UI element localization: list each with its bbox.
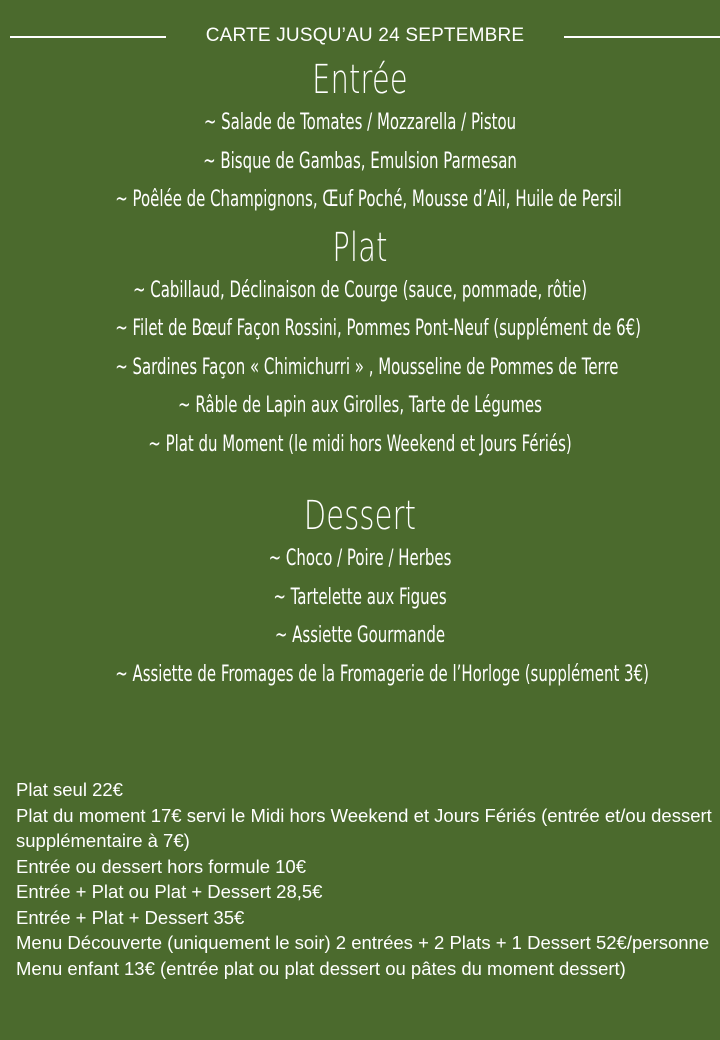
dish-entree-3: ~ Poêlée de Champignons, Œuf Poché, Mousse d’Ail, Huile de Persil <box>115 187 622 212</box>
pricing-line: Entrée + Plat + Dessert 35€ <box>16 906 245 928</box>
pricing-list <box>16 777 712 981</box>
pricing-line: Menu Découverte (uniquement le soir) 2 entrées + 2 Plats + 1 Dessert 52€/personne <box>16 932 710 953</box>
section-plat <box>0 224 720 465</box>
dish-plat-2: ~ Filet de Bœuf Façon Rossini, Pommes Pont-Neuf (supplément de 6€) <box>115 316 641 341</box>
pricing-line: Plat du moment 17€ servi le Midi hors Weekend et Jours Fériés (entrée et/ou dessert supplémentaire à 7€) <box>16 804 712 851</box>
pricing-line: Entrée + Plat ou Plat + Dessert 28,5€ <box>16 881 323 902</box>
dish-entree-2: ~ Bisque de Gambas, Emulsion Parmesan <box>203 148 517 174</box>
dish-entree-1: ~ Salade de Tomates / Mozzarella / Pistou <box>203 110 517 135</box>
section-dessert <box>0 492 720 694</box>
menu-sections <box>0 56 720 694</box>
section-entree <box>0 56 720 220</box>
dish-dessert-2: ~ Tartelette aux Figues <box>273 584 447 610</box>
dish-dessert-4: ~ Assiette de Fromages de la Fromagerie de l’Horloge (supplément 3€) <box>115 661 649 687</box>
dish-plat-5: ~ Plat du Moment (le midi hors Weekend et Jours Fériés) <box>148 431 572 457</box>
dish-plat-3: ~ Sardines Façon « Chimichurri » , Mousseline de Pommes de Terre <box>115 354 619 380</box>
header-rule-left <box>10 36 166 38</box>
section-title-dessert: Dessert <box>303 493 417 539</box>
section-title-plat: Plat <box>332 224 388 271</box>
pricing-line: Plat seul 22€ <box>16 779 123 800</box>
dish-plat-4: ~ Râble de Lapin aux Girolles, Tarte de Légumes <box>178 393 542 418</box>
dish-dessert-3: ~ Assiette Gourmande <box>274 623 446 648</box>
pricing-line: Entrée ou dessert hors formule 10€ <box>16 855 306 877</box>
dish-plat-1: ~ Cabillaud, Déclinaison de Courge (sauce, pommade, rôtie) <box>132 277 588 303</box>
dish-dessert-1: ~ Choco / Poire / Herbes <box>268 546 452 571</box>
menu-header <box>0 22 720 50</box>
menu-validity-title: CARTE JUSQU’AU 24 SEPTEMBRE <box>205 25 525 46</box>
section-title-entree: Entrée <box>312 57 408 103</box>
header-rule-right <box>564 36 720 38</box>
pricing-line: Menu enfant 13€ (entrée plat ou plat dessert ou pâtes du moment dessert) <box>16 957 626 979</box>
